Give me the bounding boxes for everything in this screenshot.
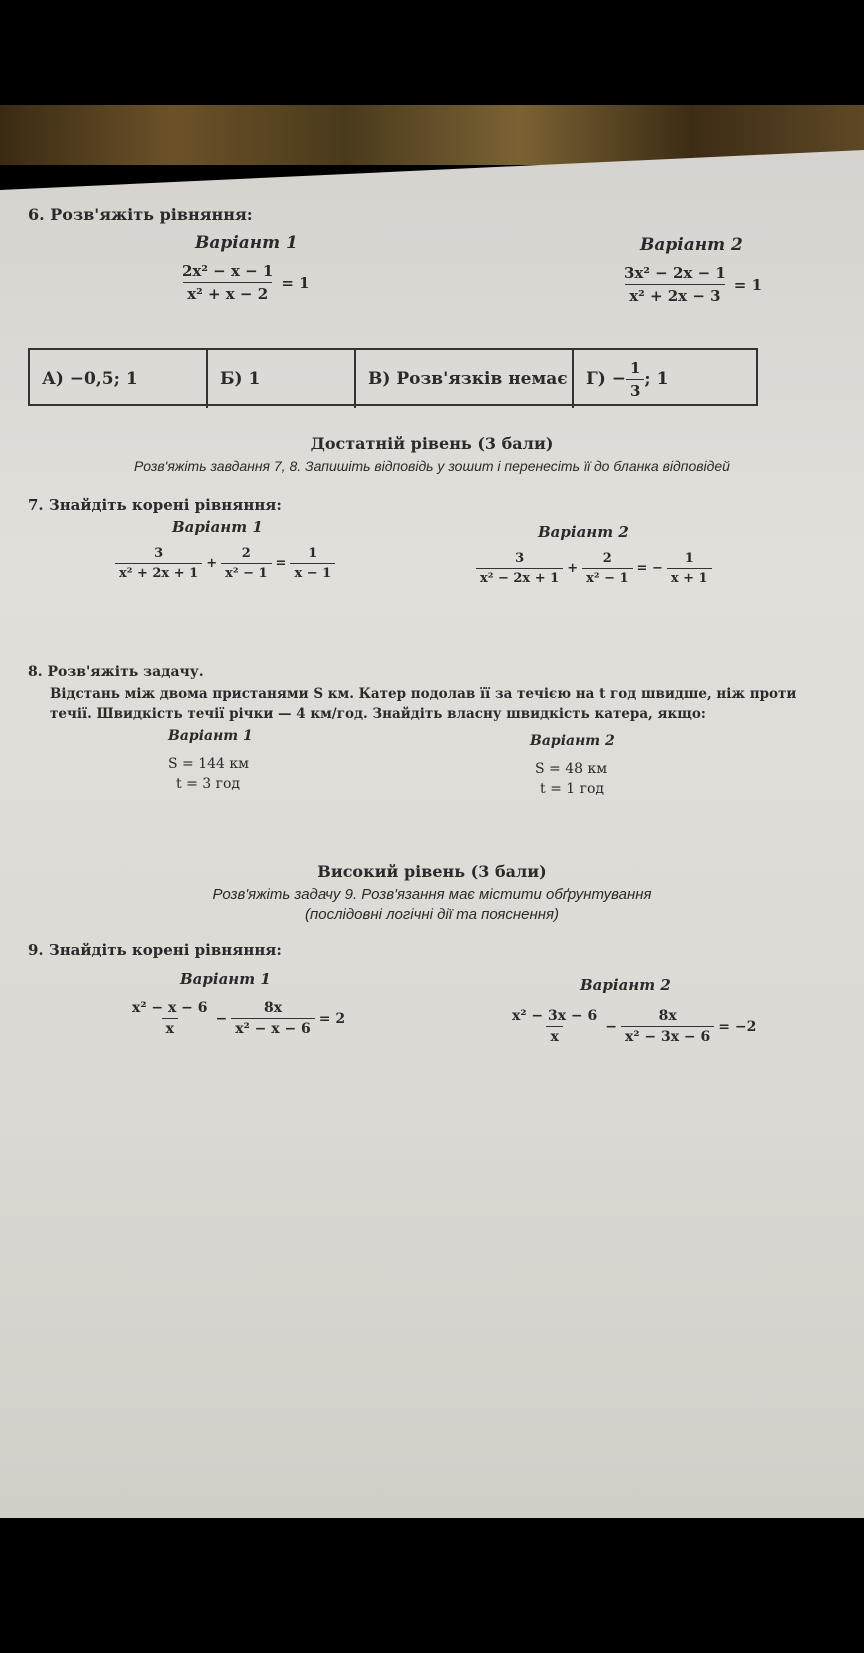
q9-variant2-equation: $\frac{\text{x² − 3x − 6}}{x}$ − $\frac{8x}{\text{x² − 3x − 6}}$ = −2: [512, 1008, 757, 1045]
q6-variant1-label: Варіант 1: [195, 233, 298, 253]
q8-title: 8. Розв'яжіть задачу.: [28, 664, 204, 680]
q8-variant2-label: Варіант 2: [530, 733, 615, 749]
q6-title: 6. Розв'яжіть рівняння:: [28, 205, 253, 224]
q7-variant2-label: Варіант 2: [538, 523, 629, 541]
q9-variant1-label: Варіант 1: [180, 970, 271, 988]
section2-heading: Достатній рівень (3 бали): [310, 434, 554, 453]
q6-variant2-equation: [620, 264, 762, 305]
section3-heading: Високий рівень (3 бали): [317, 862, 547, 881]
q6-v2-denominator: x² + 2x − 3: [625, 284, 724, 305]
answer-b: Б) 1: [208, 350, 356, 408]
q9-title: 9. Знайдіть корені рівняння:: [28, 941, 282, 959]
q8-v2-time: t = 1 год: [540, 781, 604, 797]
section3-instruction-line2: (послідовні логічні дії та пояснення): [304, 906, 559, 923]
q6-variant1-equation: [178, 262, 310, 303]
q9-variant1-equation: $\frac{\text{x² − x − 6}}{x}$ − $\frac{8x}{\text{x² − x − 6}}$ = 2: [132, 1000, 346, 1037]
q8-v2-distance: S = 48 км: [535, 761, 608, 777]
answer-c: В) Розв'язків немає: [356, 350, 574, 408]
q8-variant1-label: Варіант 1: [168, 728, 253, 744]
q8-text-line2: течії. Швидкість течії річки — 4 км/год. Знайдіть власну швидкість катера, якщо:: [50, 706, 706, 722]
answer-d: Г) − $\frac{1}{3}$ ; 1: [586, 358, 669, 400]
q7-variant1-equation: $\frac{3}{\text{x² + 2x + 1}}$ + $\frac{2}{\text{x² − 1}}$ = $\frac{1}{x - 1}$: [115, 546, 335, 581]
q6-answer-table: [28, 348, 758, 406]
q8-text-line1: Відстань між двома пристанями S км. Катер подолав її за течією на t год швидше, ніж проти: [50, 686, 797, 702]
section3-instruction-line1: Розв'яжіть задачу 9. Розв'язання має містити обґрунтування: [212, 886, 652, 903]
q6-v2-rhs: = 1: [733, 275, 763, 294]
q8-v1-distance: S = 144 км: [168, 756, 250, 772]
section2-instruction: Розв'яжіть завдання 7, 8. Запишіть відповідь у зошит і перенесіть її до бланка відповідей: [134, 458, 730, 474]
q7-title: 7. Знайдіть корені рівняння:: [28, 496, 282, 514]
q9-variant2-label: Варіант 2: [580, 976, 671, 994]
q8-v1-time: t = 3 год: [176, 776, 240, 792]
q6-v2-numerator: 3x² − 2x − 1: [624, 264, 726, 282]
q6-v1-rhs: = 1: [281, 273, 310, 292]
q6-variant2-label: Варіант 2: [640, 235, 743, 255]
q7-variant2-equation: $\frac{3}{\text{x² − 2x + 1}}$ + $\frac{2}{\text{x² − 1}}$ = − $\frac{1}{x + 1}$: [476, 551, 712, 586]
answer-a: А) −0,5; 1: [30, 350, 208, 408]
q6-v1-denominator: x² + x − 2: [183, 282, 272, 303]
q7-variant1-label: Варіант 1: [172, 518, 263, 536]
q6-v1-numerator: 2x² − x − 1: [182, 262, 274, 280]
